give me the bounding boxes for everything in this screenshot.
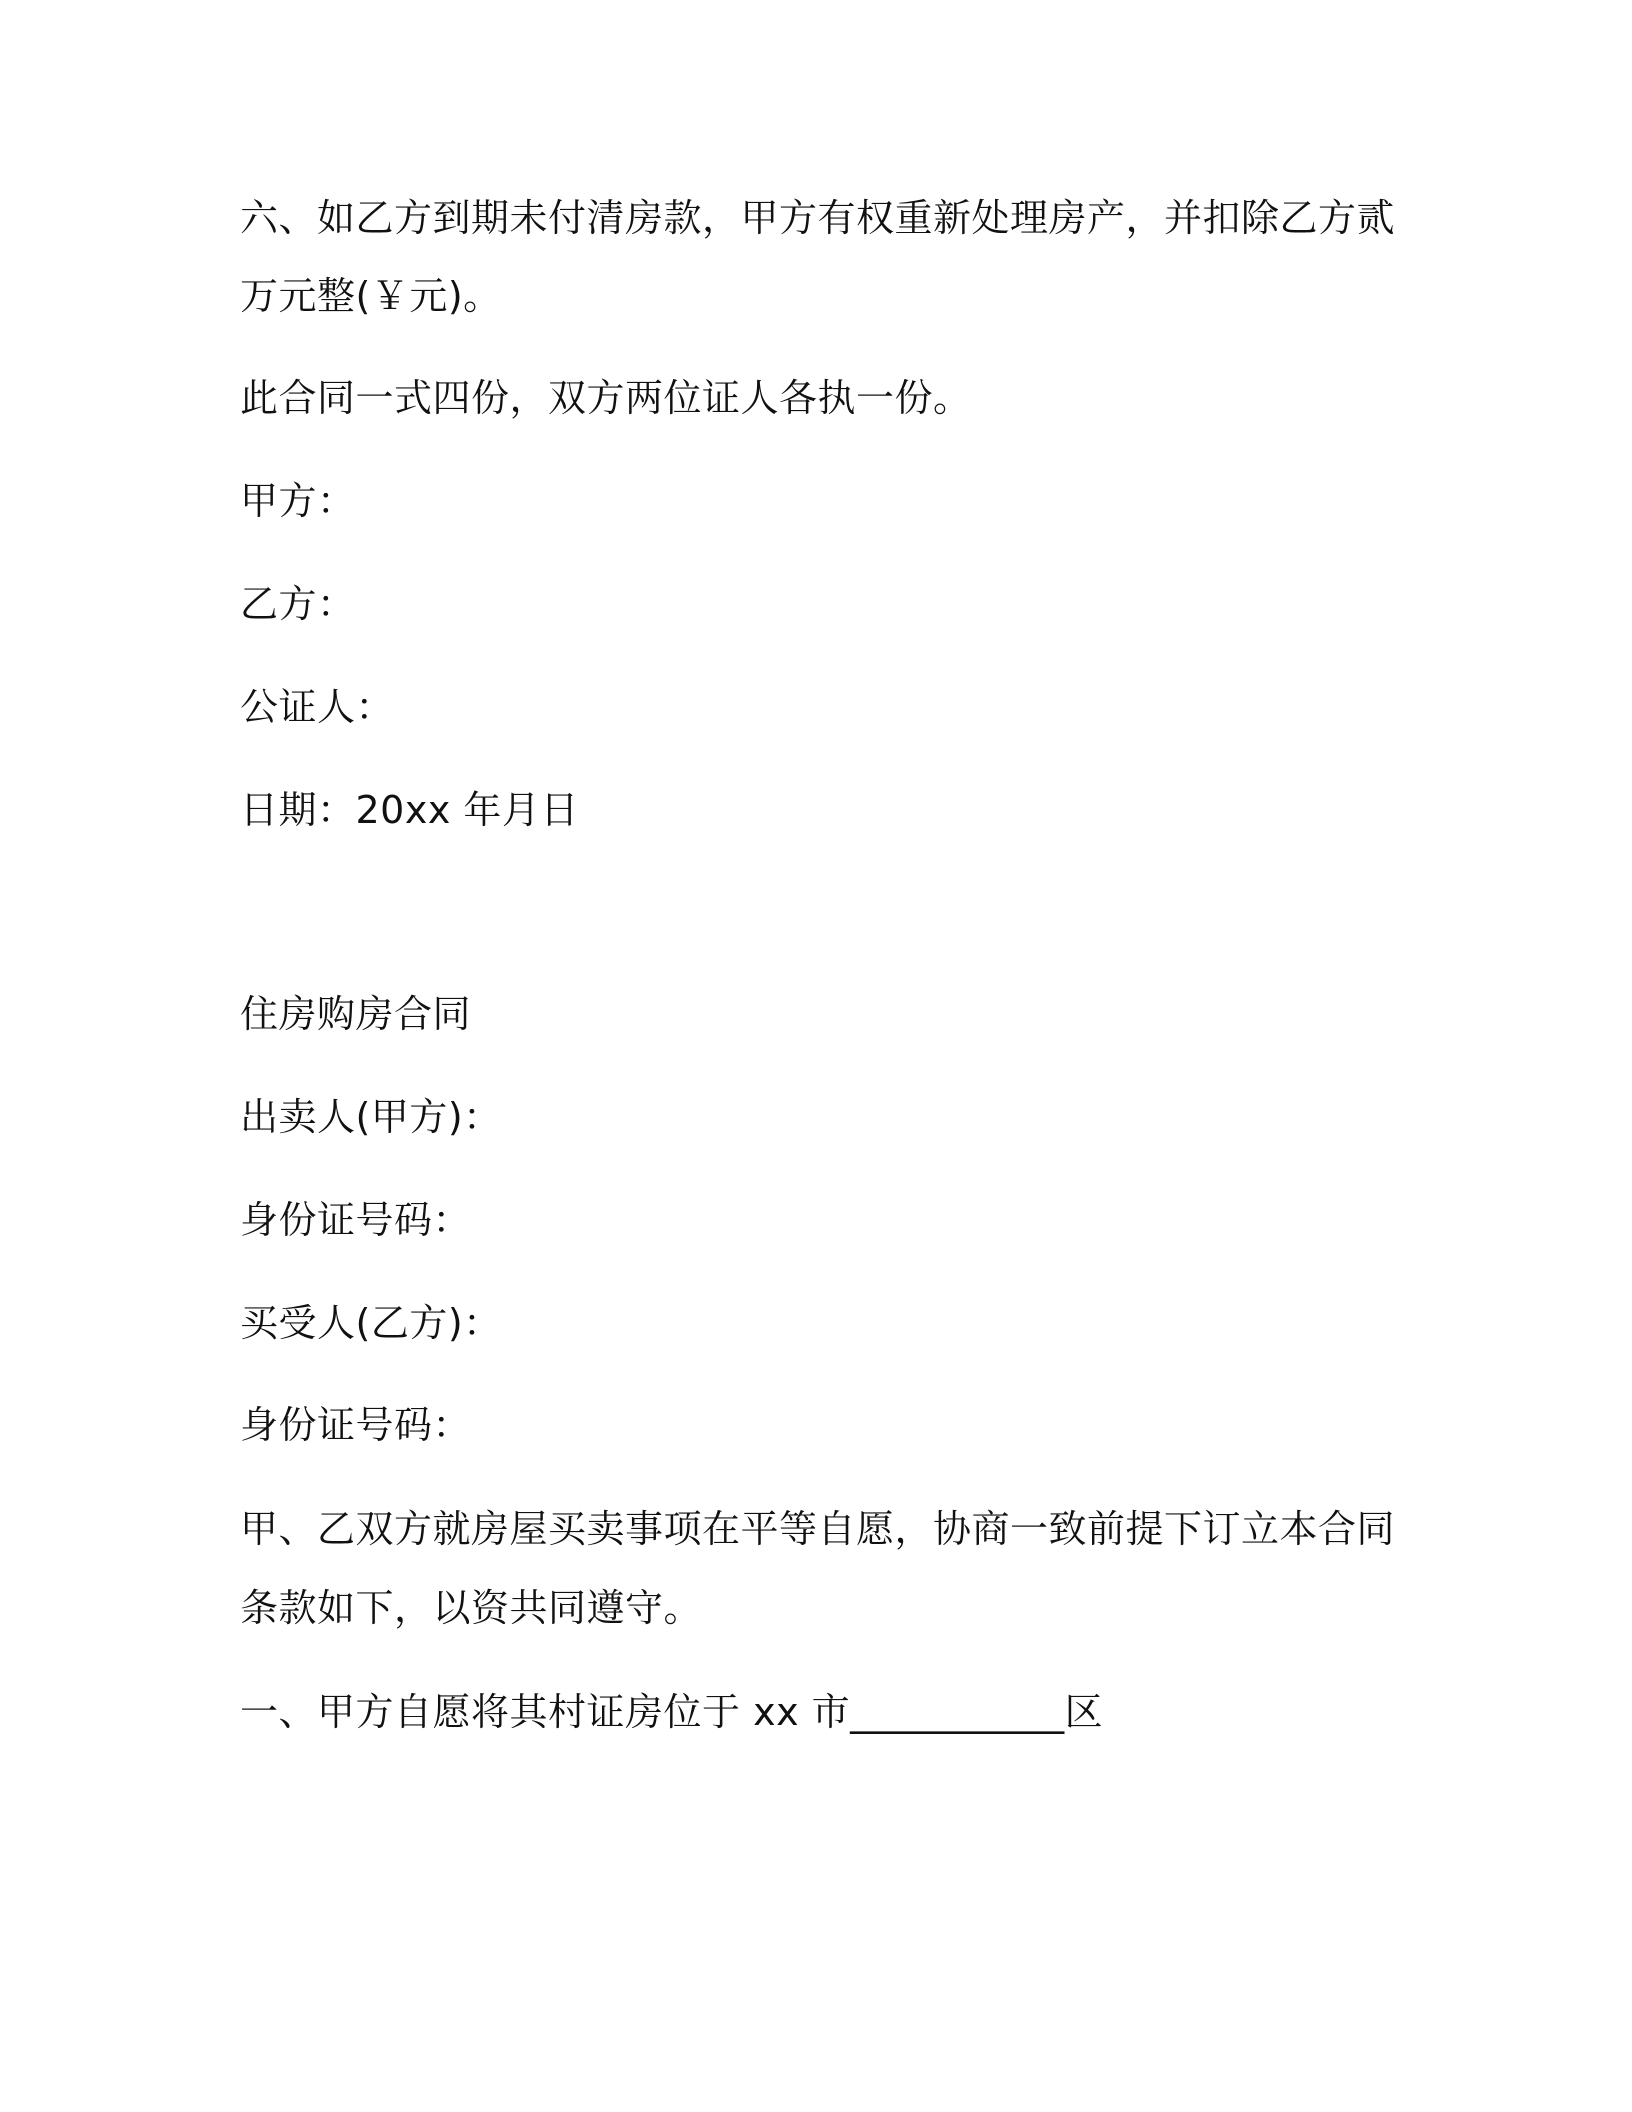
preamble-line-1: 甲、乙双方就房屋买卖事项在平等自愿，协商一致前提下订立本合同	[240, 1507, 1396, 1551]
party-b-signature: 乙方：	[240, 582, 356, 626]
seller-field: 出卖人(甲方)：	[240, 1095, 502, 1139]
contract-title: 住房购房合同	[240, 992, 472, 1036]
date-line: 日期：20xx 年月日	[240, 788, 579, 832]
buyer-field: 买受人(乙方)：	[240, 1301, 502, 1345]
clause-six-line-2: 万元整(￥元)。	[240, 274, 502, 318]
party-a-signature: 甲方：	[240, 479, 356, 523]
clause-one-line-1: 一、甲方自愿将其村证房位于 xx 市___________区	[240, 1690, 1104, 1734]
copies-statement: 此合同一式四份，双方两位证人各执一份。	[240, 376, 972, 420]
seller-id-field: 身份证号码：	[240, 1198, 472, 1242]
preamble-line-2: 条款如下，以资共同遵守。	[240, 1586, 703, 1630]
buyer-id-field: 身份证号码：	[240, 1403, 472, 1447]
clause-six-line-1: 六、如乙方到期未付清房款，甲方有权重新处理房产，并扣除乙方贰	[240, 196, 1396, 240]
notary-signature: 公证人：	[240, 685, 395, 729]
